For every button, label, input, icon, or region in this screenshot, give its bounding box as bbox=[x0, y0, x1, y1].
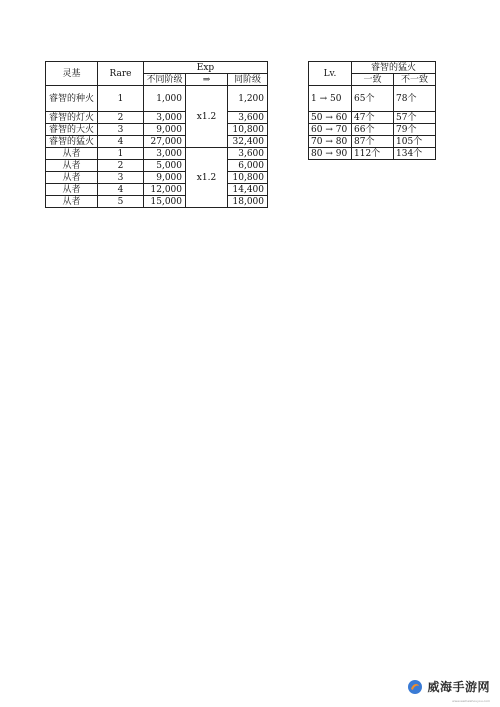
table-row-diff: 5,000 bbox=[144, 160, 186, 172]
level-range: 70 → 80 bbox=[309, 136, 352, 148]
table-row-diff: 9,000 bbox=[144, 172, 186, 184]
header-group: 睿智的猛火 bbox=[352, 62, 436, 74]
table-row-same: 18,000 bbox=[228, 196, 268, 208]
level-range: 1 → 50 bbox=[309, 86, 352, 112]
level-nomatch: 134个 bbox=[394, 148, 436, 160]
table-row-rare: 4 bbox=[98, 136, 144, 148]
header-exp: Exp bbox=[144, 62, 268, 74]
table-row-same: 10,800 bbox=[228, 172, 268, 184]
site-logo-icon bbox=[407, 679, 423, 695]
level-match: 66个 bbox=[352, 124, 394, 136]
header-match: 一致 bbox=[352, 74, 394, 86]
watermark-subtext: www.weihaishouyou.com bbox=[452, 699, 490, 703]
table-row-rare: 3 bbox=[98, 172, 144, 184]
table-row-rare: 4 bbox=[98, 184, 144, 196]
table-row-diff: 15,000 bbox=[144, 196, 186, 208]
table-row-rare: 1 bbox=[98, 86, 144, 112]
table-row-name: 睿智的灯火 bbox=[46, 112, 98, 124]
header-rare: Rare bbox=[98, 62, 144, 86]
table-row-same: 1,200 bbox=[228, 86, 268, 112]
table-row-name: 从者 bbox=[46, 160, 98, 172]
table-row-diff: 9,000 bbox=[144, 124, 186, 136]
table-row-diff: 27,000 bbox=[144, 136, 186, 148]
table-row-name: 睿智的种火 bbox=[46, 86, 98, 112]
level-match: 47个 bbox=[352, 112, 394, 124]
level-range: 80 → 90 bbox=[309, 148, 352, 160]
table-row-diff: 1,000 bbox=[144, 86, 186, 112]
header-lv: Lv. bbox=[309, 62, 352, 86]
table-row-rare: 2 bbox=[98, 160, 144, 172]
table-row-diff: 3,000 bbox=[144, 148, 186, 160]
level-nomatch: 105个 bbox=[394, 136, 436, 148]
level-nomatch: 78个 bbox=[394, 86, 436, 112]
table-row-same: 3,600 bbox=[228, 148, 268, 160]
header-spirit: 灵基 bbox=[46, 62, 98, 86]
table-row-diff: 3,000 bbox=[144, 112, 186, 124]
table-row-name: 从者 bbox=[46, 196, 98, 208]
table-row-name: 从者 bbox=[46, 172, 98, 184]
table-row-same: 32,400 bbox=[228, 136, 268, 148]
table-row-rare: 2 bbox=[98, 112, 144, 124]
table-row-same: 6,000 bbox=[228, 160, 268, 172]
level-match: 112个 bbox=[352, 148, 394, 160]
table-row-rare: 1 bbox=[98, 148, 144, 160]
header-nomatch: 不一致 bbox=[394, 74, 436, 86]
table-row-rare: 5 bbox=[98, 196, 144, 208]
multiplier-cell-1: x1.2 bbox=[186, 86, 228, 148]
table-row-same: 14,400 bbox=[228, 184, 268, 196]
table-row-name: 从者 bbox=[46, 184, 98, 196]
level-range: 50 → 60 bbox=[309, 112, 352, 124]
table-row-same: 3,600 bbox=[228, 112, 268, 124]
table-row-name: 睿智的大火 bbox=[46, 124, 98, 136]
table-row-rare: 3 bbox=[98, 124, 144, 136]
watermark bbox=[407, 678, 490, 695]
header-diff-stage: 不同阶级 bbox=[144, 74, 186, 86]
multiplier-cell-2: x1.2 bbox=[186, 148, 228, 208]
table-row-same: 10,800 bbox=[228, 124, 268, 136]
level-nomatch: 79个 bbox=[394, 124, 436, 136]
table-row-name: 从者 bbox=[46, 148, 98, 160]
level-match: 65个 bbox=[352, 86, 394, 112]
header-same-stage: 同阶级 bbox=[228, 74, 268, 86]
level-nomatch: 57个 bbox=[394, 112, 436, 124]
exp-table bbox=[45, 61, 268, 208]
header-arrow: ⇒ bbox=[186, 74, 228, 86]
watermark-text: 威海手游网 bbox=[427, 680, 490, 694]
table-row-diff: 12,000 bbox=[144, 184, 186, 196]
level-range: 60 → 70 bbox=[309, 124, 352, 136]
table-row-name: 睿智的猛火 bbox=[46, 136, 98, 148]
level-match: 87个 bbox=[352, 136, 394, 148]
level-table bbox=[308, 61, 436, 160]
